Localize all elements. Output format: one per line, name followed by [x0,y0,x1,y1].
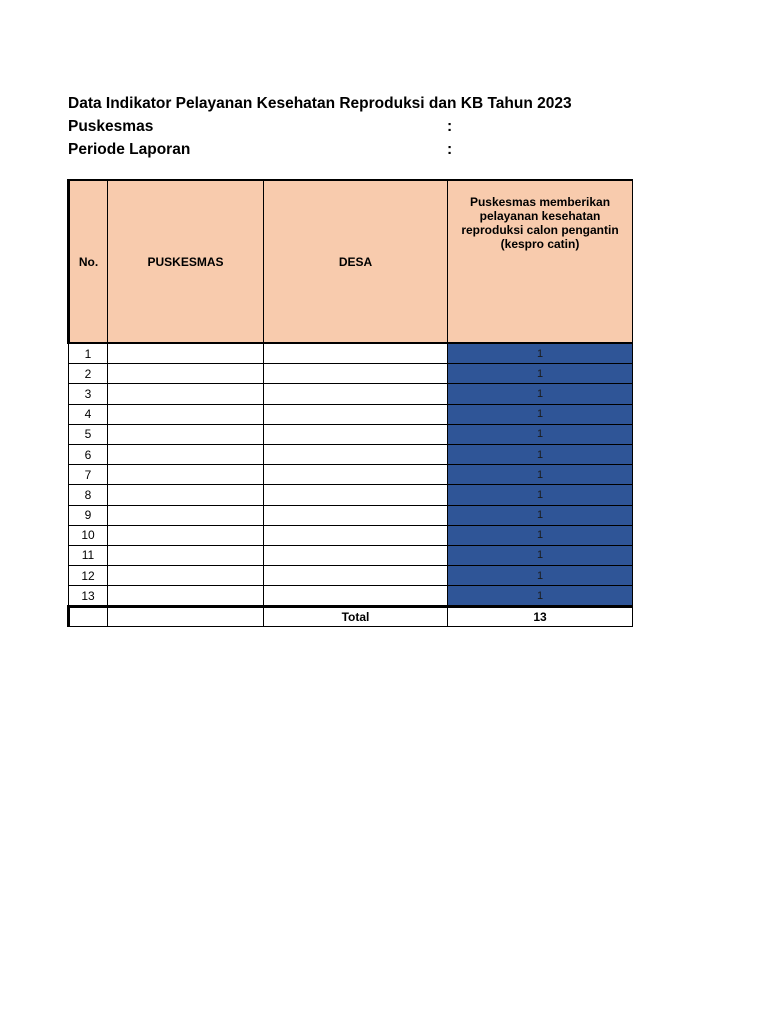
puskesmas-field-label: Puskesmas [68,118,154,135]
column-header-indicator: Puskesmas memberikan pelayanan kesehatan reproduksi calon pengantin (kespro catin) [448,180,633,343]
row-no-cell: 3 [69,384,108,404]
table-row [69,384,633,404]
periode-field-row [68,138,588,161]
column-header-desa: DESA [264,180,448,343]
report-title: Data Indikator Pelayanan Kesehatan Reproduksi dan KB Tahun 2023 [68,95,572,112]
row-desa-cell[interactable] [264,444,448,464]
row-desa-cell[interactable] [264,545,448,565]
row-desa-cell[interactable] [264,364,448,384]
table-row [69,525,633,545]
column-header-no: No. [69,180,108,343]
table-row [69,465,633,485]
row-value-cell[interactable]: 1 [448,343,633,364]
row-desa-cell[interactable] [264,505,448,525]
row-value-cell[interactable]: 1 [448,566,633,586]
row-desa-cell[interactable] [264,586,448,607]
column-header-puskesmas: PUSKESMAS [108,180,264,343]
row-no-cell: 8 [69,485,108,505]
row-value-cell[interactable]: 1 [448,485,633,505]
row-puskesmas-cell[interactable] [108,343,264,364]
row-puskesmas-cell[interactable] [108,424,264,444]
row-desa-cell[interactable] [264,404,448,424]
row-value-cell[interactable]: 1 [448,404,633,424]
row-desa-cell[interactable] [264,384,448,404]
row-desa-cell[interactable] [264,566,448,586]
report-table [67,179,633,627]
row-puskesmas-cell[interactable] [108,465,264,485]
table-row [69,343,633,364]
row-value-cell[interactable]: 1 [448,444,633,464]
row-desa-cell[interactable] [264,525,448,545]
row-no-cell: 11 [69,545,108,565]
row-desa-cell[interactable] [264,485,448,505]
row-no-cell: 13 [69,586,108,607]
table-row [69,444,633,464]
row-puskesmas-cell[interactable] [108,444,264,464]
row-no-cell: 5 [69,424,108,444]
table-row [69,364,633,384]
row-puskesmas-cell[interactable] [108,404,264,424]
total-value: 13 [448,607,633,627]
row-puskesmas-cell[interactable] [108,566,264,586]
row-no-cell: 12 [69,566,108,586]
row-puskesmas-cell[interactable] [108,364,264,384]
row-puskesmas-cell[interactable] [108,505,264,525]
table-row [69,485,633,505]
row-puskesmas-cell[interactable] [108,586,264,607]
row-value-cell[interactable]: 1 [448,505,633,525]
puskesmas-field-colon: : [447,118,453,135]
row-value-cell[interactable]: 1 [448,545,633,565]
periode-field-colon: : [447,141,453,158]
table-row [69,586,633,607]
periode-field-label: Periode Laporan [68,141,191,158]
table-row [69,545,633,565]
row-no-cell: 4 [69,404,108,424]
row-no-cell: 9 [69,505,108,525]
row-no-cell: 7 [69,465,108,485]
table-header-row [69,180,633,343]
row-desa-cell[interactable] [264,424,448,444]
table-body [69,343,633,607]
row-value-cell[interactable]: 1 [448,586,633,607]
table-row [69,505,633,525]
row-puskesmas-cell[interactable] [108,485,264,505]
table-row [69,566,633,586]
row-puskesmas-cell[interactable] [108,545,264,565]
table-row [69,424,633,444]
row-no-cell: 1 [69,343,108,364]
report-heading [68,92,588,161]
row-value-cell[interactable]: 1 [448,364,633,384]
row-value-cell[interactable]: 1 [448,424,633,444]
total-row [69,607,633,627]
total-row-puskesmas-cell[interactable] [108,607,264,627]
row-value-cell[interactable]: 1 [448,384,633,404]
row-no-cell: 6 [69,444,108,464]
row-value-cell[interactable]: 1 [448,525,633,545]
puskesmas-field-row [68,115,588,138]
row-desa-cell[interactable] [264,343,448,364]
table-row [69,404,633,424]
row-value-cell[interactable]: 1 [448,465,633,485]
row-no-cell: 2 [69,364,108,384]
row-puskesmas-cell[interactable] [108,525,264,545]
row-no-cell: 10 [69,525,108,545]
row-puskesmas-cell[interactable] [108,384,264,404]
row-desa-cell[interactable] [264,465,448,485]
total-row-no-cell[interactable] [69,607,108,627]
total-label: Total [264,607,448,627]
